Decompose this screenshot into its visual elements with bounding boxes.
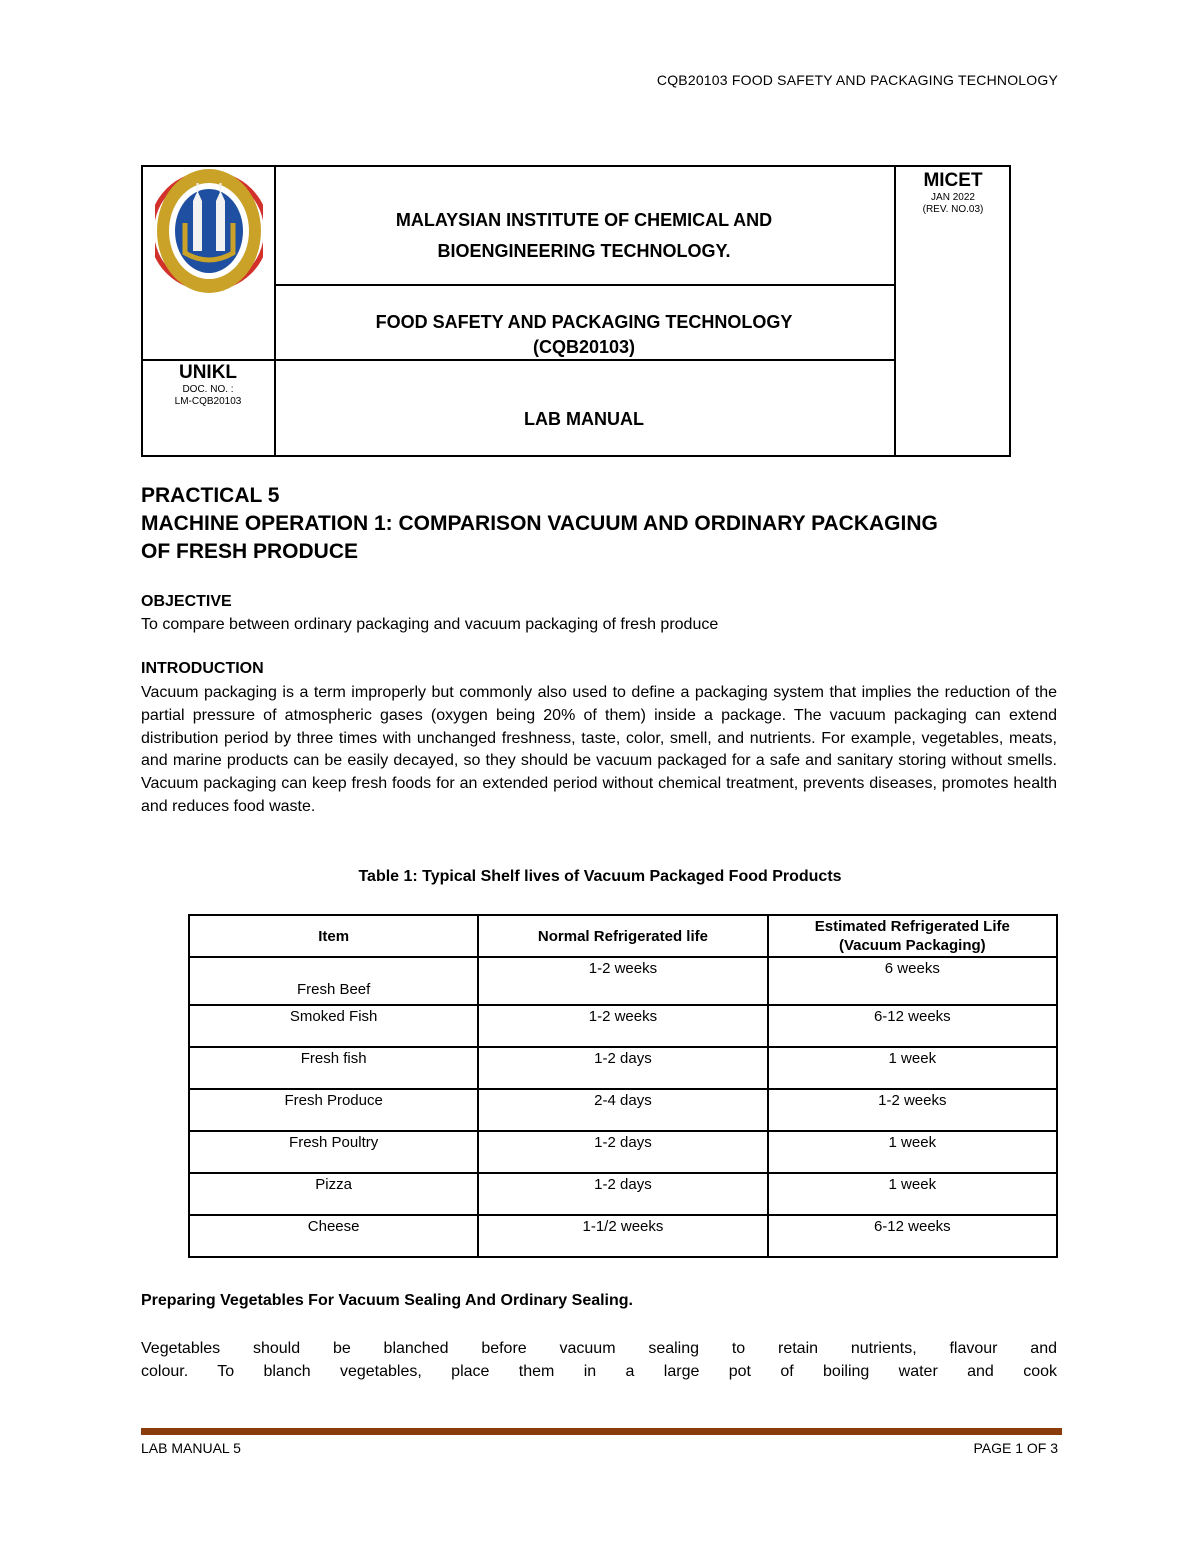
cell-normal-life: 1-1/2 weeks — [478, 1215, 767, 1257]
micet-cell — [896, 170, 1010, 216]
cell-normal-life: 1-2 days — [478, 1173, 767, 1215]
unikl-label: UNIKL — [178, 362, 238, 383]
table-row — [189, 957, 1057, 1005]
cell-normal-life: 1-2 weeks — [478, 1005, 767, 1047]
cell-item: Cheese — [189, 1215, 478, 1257]
header-normal-life: Normal Refrigerated life — [478, 915, 767, 957]
course-title — [275, 310, 893, 360]
institute-name — [275, 205, 893, 267]
table-header-row — [189, 915, 1057, 957]
doc-no-label: DOC. NO. : — [182, 384, 234, 395]
unikl-logo-icon — [155, 167, 263, 295]
unikl-cell — [143, 362, 273, 408]
table-row — [189, 1215, 1057, 1257]
shelf-life-table — [188, 914, 1058, 1258]
header-vacuum-life-line-1: Estimated Refrigerated Life — [814, 918, 1010, 935]
cell-normal-life: 1-2 days — [478, 1131, 767, 1173]
introduction-text: Vacuum packaging is a term improperly but commonly also used to define a packaging system that implies the reduction of the partial pressure of atmospheric gases (oxygen being 20% of them) inside a package. The vacuum packaging can extend distribution period by three times with unchanged freshness, taste, color, smell, and nutrients. For example, vegetables, meats, and marine products can be easily decayed, so they should be vacuum packaged for a safe and sanitary storing without smells. Vacuum packaging can keep fresh foods for an extended period without chemical treatment, prevents diseases, promotes health and reduces food waste. — [141, 684, 1057, 815]
practical-line-1: PRACTICAL 5 — [141, 484, 280, 507]
cell-vacuum-life: 6-12 weeks — [768, 1005, 1057, 1047]
table-row — [189, 1131, 1057, 1173]
cell-item: Fresh Beef — [189, 957, 478, 1005]
header-vacuum-life-line-2: (Vacuum Packaging) — [838, 937, 986, 954]
university-logo — [155, 167, 263, 295]
cell-vacuum-life: 6-12 weeks — [768, 1215, 1057, 1257]
cell-normal-life: 1-2 weeks — [478, 957, 767, 1005]
cell-vacuum-life: 1 week — [768, 1047, 1057, 1089]
institute-line-1: MALAYSIAN INSTITUTE OF CHEMICAL AND — [395, 210, 773, 230]
footer-bar — [141, 1428, 1062, 1435]
table-row — [189, 1089, 1057, 1131]
cell-item: Fresh Poultry — [189, 1131, 478, 1173]
footer-page-number: PAGE 1 OF 3 — [973, 1440, 1058, 1456]
cell-normal-life: 1-2 days — [478, 1047, 767, 1089]
doc-date: JAN 2022 — [931, 192, 975, 203]
course-line-1: FOOD SAFETY AND PACKAGING TECHNOLOGY — [375, 312, 793, 332]
footer-lab-manual: LAB MANUAL 5 — [141, 1440, 241, 1456]
preparing-heading: Preparing Vegetables For Vacuum Sealing And Ordinary Sealing. — [141, 1292, 633, 1309]
cell-item: Smoked Fish — [189, 1005, 478, 1047]
cell-vacuum-life: 1 week — [768, 1173, 1057, 1215]
table-caption: Table 1: Typical Shelf lives of Vacuum Packaged Food Products — [358, 868, 842, 885]
cell-item: Pizza — [189, 1173, 478, 1215]
running-header: CQB20103 FOOD SAFETY AND PACKAGING TECHNOLOGY — [656, 72, 1058, 88]
course-line-2: (CQB20103) — [532, 337, 636, 357]
objective-text: To compare between ordinary packaging and vacuum packaging of fresh produce — [141, 616, 719, 633]
cell-item: Fresh fish — [189, 1047, 478, 1089]
doc-no-value: LM-CQB20103 — [174, 396, 242, 407]
preparing-text — [141, 1337, 1057, 1383]
cell-vacuum-life: 1-2 weeks — [768, 1089, 1057, 1131]
table-row — [189, 1047, 1057, 1089]
header-vacuum-life — [768, 915, 1057, 957]
practical-line-3: OF FRESH PRODUCE — [141, 540, 359, 563]
micet-label: MICET — [923, 170, 983, 191]
table-row — [189, 1173, 1057, 1215]
introduction-heading: INTRODUCTION — [141, 660, 264, 677]
doc-revision: (REV. NO.03) — [922, 204, 984, 215]
institute-line-2: BIOENGINEERING TECHNOLOGY. — [437, 241, 731, 261]
cell-vacuum-life: 6 weeks — [768, 957, 1057, 1005]
practical-title — [141, 482, 1061, 566]
cell-item: Fresh Produce — [189, 1089, 478, 1131]
preparing-line-2: colour. To blanch vegetables, place them in a large pot of boiling water and cook — [141, 1363, 1057, 1380]
practical-line-2: MACHINE OPERATION 1: COMPARISON VACUUM AND ORDINARY PACKAGING — [141, 512, 938, 535]
objective-heading: OBJECTIVE — [141, 593, 232, 610]
cell-normal-life: 2-4 days — [478, 1089, 767, 1131]
preparing-line-1: Vegetables should be blanched before vacuum sealing to retain nutrients, flavour and — [141, 1340, 1057, 1357]
cell-vacuum-life: 1 week — [768, 1131, 1057, 1173]
header-divider-mid-1 — [274, 284, 894, 286]
lab-manual-label: LAB MANUAL — [524, 409, 644, 429]
table-row — [189, 1005, 1057, 1047]
header-item: Item — [189, 915, 478, 957]
